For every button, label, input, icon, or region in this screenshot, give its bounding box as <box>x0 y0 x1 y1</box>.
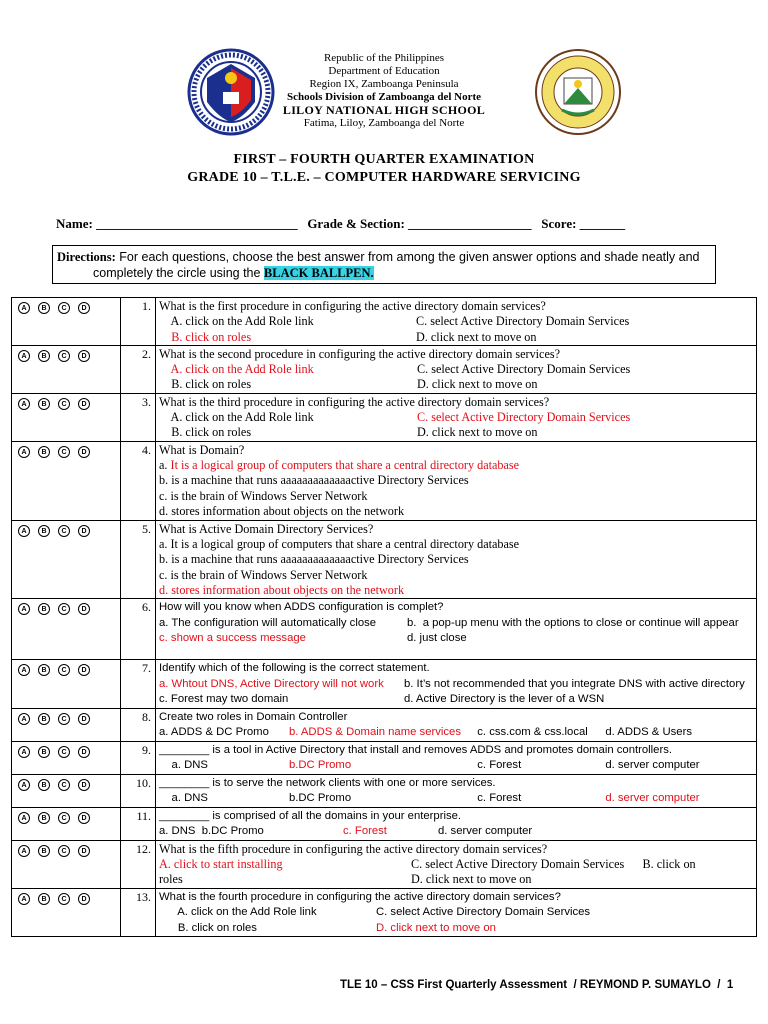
answer-bubbles <box>12 441 121 520</box>
answer-option: C. select Active Directory Domain Services B. click on <box>411 856 696 871</box>
question-body <box>156 345 757 393</box>
question-number: 1. <box>121 298 156 346</box>
answer-bubble-c[interactable]: C <box>58 446 70 458</box>
answer-option: D. click next to move on <box>411 872 532 887</box>
answer-bubble-b[interactable]: B <box>38 845 50 857</box>
header-line-division: Schools Division of Zamboanga del Norte <box>286 91 482 103</box>
answer-bubble-a[interactable]: A <box>18 525 30 537</box>
question-body <box>156 520 757 598</box>
answer-bubble-c[interactable]: C <box>58 603 70 615</box>
answer-option: a. Whtout DNS, Active Directory will not work <box>159 677 384 690</box>
answer-option: C. select Active Directory Domain Services <box>417 410 631 425</box>
directions-text-2: completely the circle using the <box>93 266 264 280</box>
answer-option: b. a pop-up menu with the options to close or continue will appear <box>407 616 739 629</box>
question-number: 4. <box>121 441 156 520</box>
answer-option: c. css.com & css.local <box>477 726 588 739</box>
answer-bubble-b[interactable]: B <box>38 603 50 615</box>
answer-option: d. stores information about objects on the network <box>159 582 405 597</box>
answer-bubble-a[interactable]: A <box>18 446 30 458</box>
answer-bubble-c[interactable]: C <box>58 350 70 362</box>
question-text: What is the second procedure in configuring the active directory domain services? <box>159 346 561 361</box>
student-info-line: Name: _______________________________ Grade & Section: ___________________ Score: _______ <box>56 216 626 231</box>
question-number: 7. <box>121 660 156 709</box>
answer-bubble-d[interactable]: D <box>78 746 90 758</box>
answer-bubble-d[interactable]: D <box>78 603 90 615</box>
answer-bubble-b[interactable]: B <box>38 302 50 314</box>
answer-bubbles <box>12 840 121 888</box>
answer-bubble-c[interactable]: C <box>58 713 70 725</box>
answer-bubbles <box>12 345 121 393</box>
school-name: LILOY NATIONAL HIGH SCHOOL <box>282 103 486 117</box>
question-body <box>156 888 757 937</box>
answer-bubble-a[interactable]: A <box>18 350 30 362</box>
question-text: What is Active Domain Directory Services? <box>159 521 374 536</box>
question-body <box>156 774 757 807</box>
answer-bubble-a[interactable]: A <box>18 845 30 857</box>
question-text: What is the third procedure in configuring the active directory domain services? <box>159 394 550 409</box>
answer-bubbles <box>12 888 121 937</box>
answer-bubble-b[interactable]: B <box>38 893 50 905</box>
answer-option: c. shown a success message <box>159 632 306 645</box>
answer-bubble-b[interactable]: B <box>38 713 50 725</box>
answer-option: B. click on roles <box>159 425 252 440</box>
school-address: Fatima, Liloy, Zamboanga del Norte <box>303 117 465 129</box>
answer-option: a. DNS <box>159 759 208 772</box>
answer-option: D. click next to move on <box>376 921 496 934</box>
question-number: 2. <box>121 345 156 393</box>
answer-option: A. click on the Add Role link <box>159 314 314 329</box>
answer-option: d. just close <box>407 632 467 645</box>
answer-option: c. Forest <box>343 825 387 838</box>
answer-bubble-d[interactable]: D <box>78 525 90 537</box>
question-text: Identify which of the following is the correct statement. <box>159 662 430 675</box>
answer-bubble-c[interactable]: C <box>58 525 70 537</box>
answer-bubble-d[interactable]: D <box>78 398 90 410</box>
answer-bubble-a[interactable]: A <box>18 713 30 725</box>
question-text: What is the first procedure in configuring the active directory domain services? <box>159 299 546 313</box>
answer-option: c. is the brain of Windows Server Network <box>159 488 368 503</box>
question-body <box>156 741 757 774</box>
answer-option: b. It’s not recommended that you integrate DNS with active directory <box>404 677 745 690</box>
question-text: Create two roles in Domain Controller <box>159 710 348 723</box>
answer-option: D. click next to move on <box>417 377 538 392</box>
answer-bubble-d[interactable]: D <box>78 812 90 824</box>
answer-bubble-d[interactable]: D <box>78 350 90 362</box>
letterhead <box>0 52 768 130</box>
question-number: 11. <box>121 807 156 840</box>
question-body <box>156 708 757 741</box>
question-text: What is Domain? <box>159 442 245 457</box>
answer-bubble-a[interactable]: A <box>18 893 30 905</box>
question-row <box>12 774 757 807</box>
question-body <box>156 599 757 660</box>
answer-bubbles <box>12 599 121 660</box>
answer-option: b. is a machine that runs aaaaaaaaaaaaactive Directory Services <box>159 473 469 488</box>
answer-bubble-a[interactable]: A <box>18 603 30 615</box>
answer-bubbles <box>12 807 121 840</box>
answer-option: C. select Active Directory Domain Services <box>417 362 631 377</box>
answer-bubble-d[interactable]: D <box>78 893 90 905</box>
answer-option: A. click on the Add Role link <box>159 410 314 425</box>
answer-option: A. click to start installing <box>159 856 283 871</box>
answer-bubble-b[interactable]: B <box>38 779 50 791</box>
question-body <box>156 807 757 840</box>
question-number: 8. <box>121 708 156 741</box>
page-footer: TLE 10 – CSS First Quarterly Assessment / REYMOND P. SUMAYLO / 1 <box>340 979 734 991</box>
question-text: How will you know when ADDS configuration is complet? <box>159 601 444 614</box>
question-number: 10. <box>121 774 156 807</box>
answer-bubble-b[interactable]: B <box>38 398 50 410</box>
answer-option: B. click on roles <box>159 329 252 344</box>
answer-option: roles <box>159 872 183 887</box>
header-line-department: Department of Education <box>328 65 440 77</box>
question-row <box>12 741 757 774</box>
directions-box <box>52 245 716 284</box>
answer-option: c. Forest may two domain <box>159 693 289 706</box>
answer-bubble-b[interactable]: B <box>38 812 50 824</box>
answer-option: b. is a machine that runs aaaaaaaaaaaaactive Directory Services <box>159 552 469 567</box>
answer-bubble-b[interactable]: B <box>38 446 50 458</box>
answer-bubble-d[interactable]: D <box>78 302 90 314</box>
answer-bubble-c[interactable]: C <box>58 812 70 824</box>
answer-bubbles <box>12 298 121 346</box>
answer-table <box>11 297 757 937</box>
answer-bubble-a[interactable]: A <box>18 664 30 676</box>
answer-option: a. DNS <box>159 792 208 805</box>
answer-option: a. ADDS & DC Promo <box>159 726 269 739</box>
answer-bubble-d[interactable]: D <box>78 664 90 676</box>
answer-option: d. server computer <box>605 792 700 805</box>
answer-bubble-c[interactable]: C <box>58 664 70 676</box>
exam-subject: GRADE 10 – T.L.E. – COMPUTER HARDWARE SERVICING <box>187 170 581 185</box>
question-row <box>12 393 757 441</box>
answer-option: d. server computer <box>438 825 533 838</box>
answer-bubbles <box>12 660 121 709</box>
answer-option: d. ADDS & Users <box>605 726 692 739</box>
answer-option: b. ADDS & Domain name services <box>288 726 461 739</box>
header-line-republic: Republic of the Philippines <box>323 52 445 64</box>
answer-option: d. Active Directory is the lever of a WSN <box>404 693 605 706</box>
exam-title: FIRST – FOURTH QUARTER EXAMINATION <box>233 152 535 167</box>
answer-bubbles <box>12 741 121 774</box>
question-text: ________ is a tool in Active Directory that install and removes ADDS and promotes domain controllers. <box>159 743 673 756</box>
answer-option: c. is the brain of Windows Server Network <box>159 567 368 582</box>
answer-bubble-d[interactable]: D <box>78 713 90 725</box>
answer-bubble-d[interactable]: D <box>78 845 90 857</box>
answer-option: c. Forest <box>477 792 522 805</box>
answer-bubble-c[interactable]: C <box>58 779 70 791</box>
question-row <box>12 708 757 741</box>
answer-option: a. The configuration will automatically close <box>159 616 377 629</box>
answer-option: C. select Active Directory Domain Services <box>416 314 630 329</box>
answer-option: A. click on the Add Role link <box>159 906 317 919</box>
answer-bubble-b[interactable]: B <box>38 746 50 758</box>
question-row <box>12 599 757 660</box>
answer-option: C. select Active Directory Domain Services <box>376 906 591 919</box>
question-body <box>156 393 757 441</box>
question-row <box>12 888 757 937</box>
answer-option: a. It is a logical group of computers that share a central directory database <box>159 536 520 551</box>
question-number: 12. <box>121 840 156 888</box>
answer-option: A. click on the Add Role link <box>159 362 314 377</box>
question-text: What is the fourth procedure in configuring the active directory domain services? <box>159 890 561 903</box>
answer-option: b.DC Promo <box>288 759 352 772</box>
answer-bubble-a[interactable]: A <box>18 779 30 791</box>
answer-option: c. Forest <box>477 759 522 772</box>
directions-highlight: BLACK BALLPEN. <box>263 266 374 280</box>
answer-option: d. server computer <box>605 759 700 772</box>
answer-bubble-c[interactable]: C <box>58 893 70 905</box>
answer-bubbles <box>12 774 121 807</box>
answer-bubbles <box>12 520 121 598</box>
answer-option: It is a logical group of computers that share a central directory database <box>170 457 520 472</box>
question-row <box>12 840 757 888</box>
question-number: 9. <box>121 741 156 774</box>
directions-text-1: For each questions, choose the best answer from among the given answer options and shade neatly and <box>115 250 700 264</box>
question-row <box>12 298 757 346</box>
answer-option: D. click next to move on <box>417 425 538 440</box>
answer-option: D. click next to move on <box>416 329 537 344</box>
answer-option: b.DC Promo <box>288 792 352 805</box>
question-row <box>12 660 757 709</box>
answer-bubble-b[interactable]: B <box>38 664 50 676</box>
question-row <box>12 807 757 840</box>
answer-bubble-a[interactable]: A <box>18 812 30 824</box>
answer-option: a. DNS b.DC Promo <box>159 825 264 838</box>
answer-bubble-c[interactable]: C <box>58 746 70 758</box>
answer-option-letter: a. <box>159 457 171 472</box>
answer-bubbles <box>12 393 121 441</box>
answer-option: B. click on roles <box>159 921 257 934</box>
answer-bubble-b[interactable]: B <box>38 525 50 537</box>
answer-bubble-c[interactable]: C <box>58 302 70 314</box>
answer-bubble-a[interactable]: A <box>18 398 30 410</box>
answer-bubble-a[interactable]: A <box>18 302 30 314</box>
answer-bubble-d[interactable]: D <box>78 446 90 458</box>
answer-bubble-c[interactable]: C <box>58 398 70 410</box>
directions-label: Directions: <box>57 250 116 264</box>
answer-bubble-a[interactable]: A <box>18 746 30 758</box>
question-row <box>12 520 757 598</box>
question-number: 13. <box>121 888 156 937</box>
question-body <box>156 298 757 346</box>
question-text: ________ is comprised of all the domains in your enterprise. <box>159 809 462 822</box>
question-number: 5. <box>121 520 156 598</box>
answer-bubbles <box>12 708 121 741</box>
question-row <box>12 345 757 393</box>
exam-titles <box>0 151 768 187</box>
question-body <box>156 441 757 520</box>
answer-option: d. stores information about objects on the network <box>159 503 405 518</box>
question-number: 6. <box>121 599 156 660</box>
header-line-region: Region IX, Zamboanga Peninsula <box>309 78 459 90</box>
question-text: What is the fifth procedure in configuring the active directory domain services? <box>159 841 548 856</box>
question-body <box>156 660 757 709</box>
question-body <box>156 840 757 888</box>
question-number: 3. <box>121 393 156 441</box>
answer-bubble-b[interactable]: B <box>38 350 50 362</box>
question-text: ________ is to serve the network clients with one or more services. <box>159 776 496 789</box>
answer-option: B. click on roles <box>159 377 252 392</box>
answer-bubble-c[interactable]: C <box>58 845 70 857</box>
question-row <box>12 441 757 520</box>
answer-bubble-d[interactable]: D <box>78 779 90 791</box>
